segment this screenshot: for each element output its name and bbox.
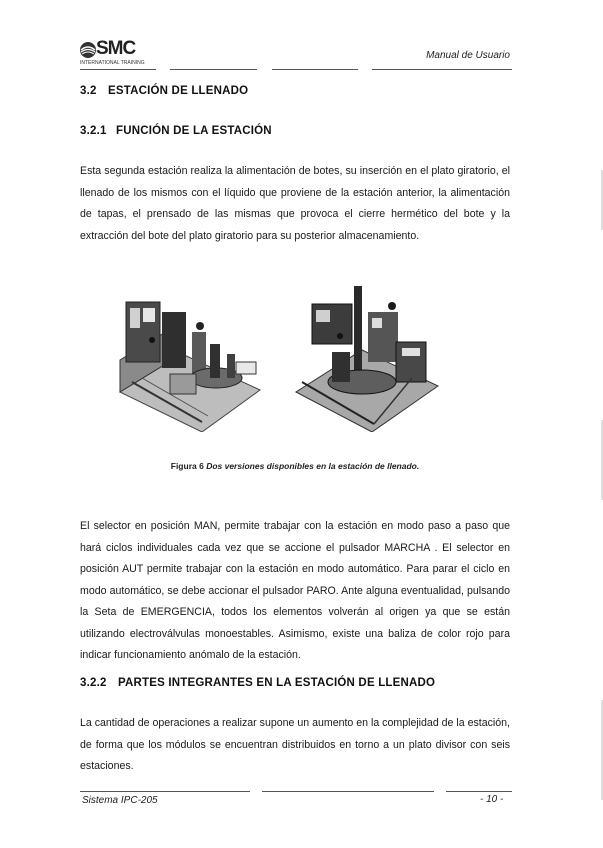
footer-system-name: Sistema IPC-205 [82,795,158,806]
logo-text: SMC [96,38,136,59]
subsection-heading-1 [80,125,272,137]
filling-station-photo-2 [292,282,442,432]
figure-caption [80,461,510,471]
subsection-2-number: 3.2.2 [80,677,107,689]
footer-page-number: - 10 - [480,794,504,805]
filling-station-photo-1 [112,282,262,432]
header-rule-1 [80,69,156,70]
figure-label: Figura 6 [170,461,204,471]
paragraph-parts: La cantidad de operaciones a realizar supone un aumento en la complejidad de la estación, de forma que los módulos se encuentran distribuidos en torno a un plato divisor con seis estaciones. [80,717,510,772]
globe-icon [78,40,98,60]
subsection-2-title: PARTES INTEGRANTES EN LA ESTACIÓN DE LLENADO [118,677,436,689]
section-heading [80,85,248,97]
subsection-1-number: 3.2.1 [80,125,107,137]
figure-caption-text: Dos versiones disponibles en la estación de llenado. [206,461,420,471]
smc-logo [78,38,158,68]
section-title: ESTACIÓN DE LLENADO [108,85,249,97]
figure-filling-station [112,282,442,432]
paragraph-function: Esta segunda estación realiza la alimentación de botes, su inserción en el plato giratorio, el llenado de los mismos con el líquido que proviene de la estación anterior, la alimentación de tapas, el prensado de las mismas que provoca el cierre hermético del bote y la extracción del bote del plato giratorio para su posterior almacenamiento. [80,165,510,242]
paragraph-selector: El selector en posición MAN, permite trabajar con la estación en modo paso a paso que hará ciclos individuales cada vez que se accione el pulsador MARCHA . El selector en posición AUT permite trabajar con la estación en modo automático. Para parar el ciclo en modo automático, se debe accionar el pulsador PARO. Ante alguna eventualidad, pulsando la Seta de EMERGENCIA, todos los elementos volverán al origen ya que se están utilizando electroválvulas monoestables. Asimismo, existe una baliza de color rojo para indicar funcionamiento anómalo de la estación. [80,520,510,661]
footer-rule-1 [80,791,250,792]
footer-rule-3 [446,791,512,792]
section-number: 3.2 [80,85,97,97]
header-title: Manual de Usuario [426,50,510,61]
header-rule-4 [372,69,512,70]
header-rule-3 [272,69,358,70]
logo-tagline: INTERNATIONAL TRAINING [80,60,145,66]
subsection-1-title: FUNCIÓN DE LA ESTACIÓN [116,125,272,137]
subsection-heading-2 [80,677,435,689]
footer-rule-2 [262,791,434,792]
header-rule-2 [170,69,257,70]
